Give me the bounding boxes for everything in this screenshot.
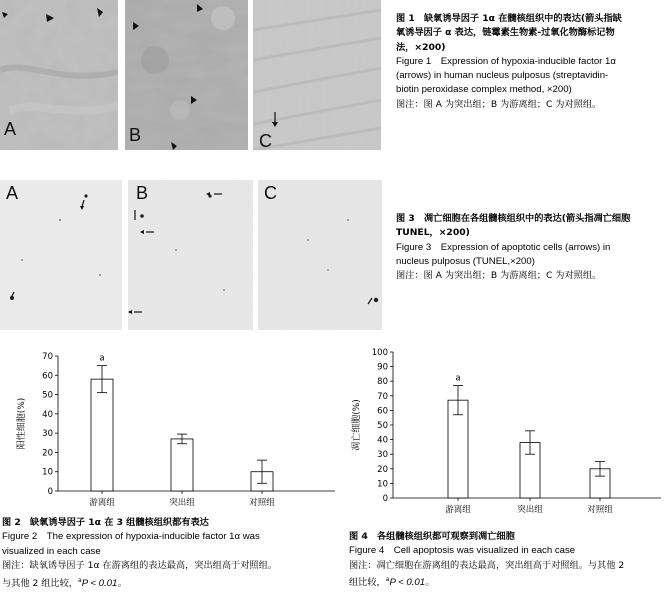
figure4-caption-note-line1: 图注：凋亡细胞在游离组的表达最高，突出组高于对照组。与其他 2 [349, 559, 625, 571]
y-tick-label: 80 [377, 377, 388, 388]
y-tick-label: 40 [42, 409, 53, 420]
figure2-chart [0, 340, 345, 519]
figure2-note-prefix: 与其他 2 组比较， [2, 577, 78, 589]
figure3-caption-zh-line1: 图 3 凋亡细胞在各组髓核组织中的表达(箭头指凋亡细胞 [396, 213, 631, 224]
y-tick-label: 0 [382, 494, 388, 504]
y-tick-label: 20 [377, 464, 388, 475]
significance-label-1: a [99, 353, 105, 364]
figure2-caption-note-line1: 图注：缺氧诱导因子 1α 在游离组的表达最高，突出组高于对照组。 [2, 560, 277, 572]
figure2-note-sig-sup: a [78, 576, 82, 584]
figure1-caption-zh-line1: 图 1 缺氧诱导因子 1α 在髓核组织中的表达(箭头指缺 [396, 13, 622, 24]
figure1-panel-c-image [253, 0, 381, 150]
figure3-panel-b-label: B [136, 183, 149, 203]
figure4-note-sig-sup: a [385, 576, 390, 584]
figure2-caption [2, 516, 277, 591]
figure3-caption-en-line2: nucleus pulposus (TUNEL,×200) [396, 255, 535, 267]
figure1-caption-en-line2: (arrows) in human nucleus pulposus (streptavidin- [396, 70, 609, 82]
y-tick-label: 0 [47, 487, 53, 497]
figure1-panel-a [0, 0, 118, 150]
figure2-note-pvalue: P < 0.01。 [81, 577, 127, 589]
figure1-panel-c-label: C [259, 131, 272, 150]
y-tick-label: 20 [42, 448, 53, 459]
figure4-bar-chart [345, 340, 665, 525]
figure2-caption-en-line2: visualized in each case [2, 545, 101, 557]
figure3-caption-zh-line2: TUNEL，×200) [396, 227, 470, 239]
y-tick-label: 50 [377, 421, 388, 431]
figure1-caption-en-line1: Figure 1 Expression of hypoxia-inducible factor 1α [396, 55, 616, 67]
x-tick-label-3: 对照组 [587, 505, 613, 515]
y-tick-label: 40 [377, 435, 388, 446]
figure4-chart [345, 340, 665, 529]
y-axis-title: 凋亡细胞(%) [352, 399, 362, 451]
y-tick-label: 30 [42, 429, 53, 440]
figure4-caption [349, 530, 624, 591]
figure1-caption-zh-line3: 法，×200) [396, 41, 446, 53]
y-tick-label: 10 [377, 479, 388, 490]
x-tick-label-1: 游离组 [445, 505, 471, 515]
figure1-caption-zh-line2: 氧诱导因子 α 表达，链霉素生物素-过氧化物酶标记物 [396, 27, 615, 39]
y-tick-label: 60 [42, 371, 53, 382]
figure4-caption-en: Figure 4 Cell apoptosis was visualized in each case [349, 545, 576, 557]
figure1-panel-c [253, 0, 381, 150]
figure1-panel-b-label: B [129, 125, 142, 145]
figure4-note-prefix: 组比较， [349, 577, 386, 589]
y-tick-label: 10 [42, 467, 53, 478]
figure3-panel-a-image [0, 180, 122, 330]
figure1-caption-en-line3: biotin peroxidase complex method, ×200) [396, 84, 572, 96]
figure3-panel-a-label: A [6, 183, 19, 203]
y-tick-label: 70 [377, 391, 388, 402]
x-tick-label-3: 对照组 [249, 498, 275, 508]
figure1-panel-b [125, 0, 248, 150]
figure3-panel-c [258, 180, 382, 330]
figure1-panel-b-image [125, 0, 248, 150]
figure2-bar-chart [0, 340, 345, 515]
y-tick-label: 30 [377, 450, 388, 461]
y-tick-label: 100 [371, 348, 388, 358]
y-tick-label: 60 [377, 406, 388, 417]
figure2-caption-note-line2 [2, 574, 277, 591]
bar-1 [91, 379, 113, 491]
chart-1-plot [15, 352, 335, 508]
y-tick-label: 50 [42, 390, 53, 401]
figure3-caption-note: 图注：图 A 为突出组；B 为游离组；C 为对照组。 [396, 270, 602, 282]
figure4-note-pvalue: P < 0.01。 [389, 577, 435, 589]
figure2-caption-zh: 图 2 缺氧诱导因子 1α 在 3 组髓核组织都有表达 [2, 517, 209, 528]
x-tick-label-1: 游离组 [89, 498, 115, 508]
x-tick-label-2: 突出组 [517, 505, 543, 515]
figure3-caption [396, 212, 630, 283]
figure1-panel-a-label: A [4, 119, 17, 139]
figure4-caption-note-line2 [349, 573, 624, 590]
significance-label-1: a [455, 373, 461, 384]
y-axis-title: 阳性细胞(%) [17, 397, 27, 450]
figure3-caption-en-line1: Figure 3 Expression of apoptotic cells (arrows) in [396, 241, 611, 253]
figure2-caption-en-line1: Figure 2 The expression of hypoxia-inducible factor 1α was [2, 531, 260, 543]
figure3-panel-a [0, 180, 122, 330]
figure4-caption-zh: 图 4 各组髓核组织都可观察到凋亡细胞 [349, 531, 515, 542]
x-tick-label-2: 突出组 [169, 498, 195, 508]
figure1-panel-a-image [0, 0, 118, 150]
y-tick-label: 90 [377, 362, 388, 373]
chart-2-plot [350, 348, 661, 515]
figure1-caption [396, 12, 622, 112]
figure3-panel-c-label: C [264, 183, 277, 203]
y-tick-label: 70 [42, 352, 53, 362]
figure1-caption-note: 图注：图 A 为突出组；B 为游离组；C 为对照组。 [396, 98, 602, 110]
figure3-panel-b [128, 180, 253, 330]
bar-2 [171, 439, 193, 491]
